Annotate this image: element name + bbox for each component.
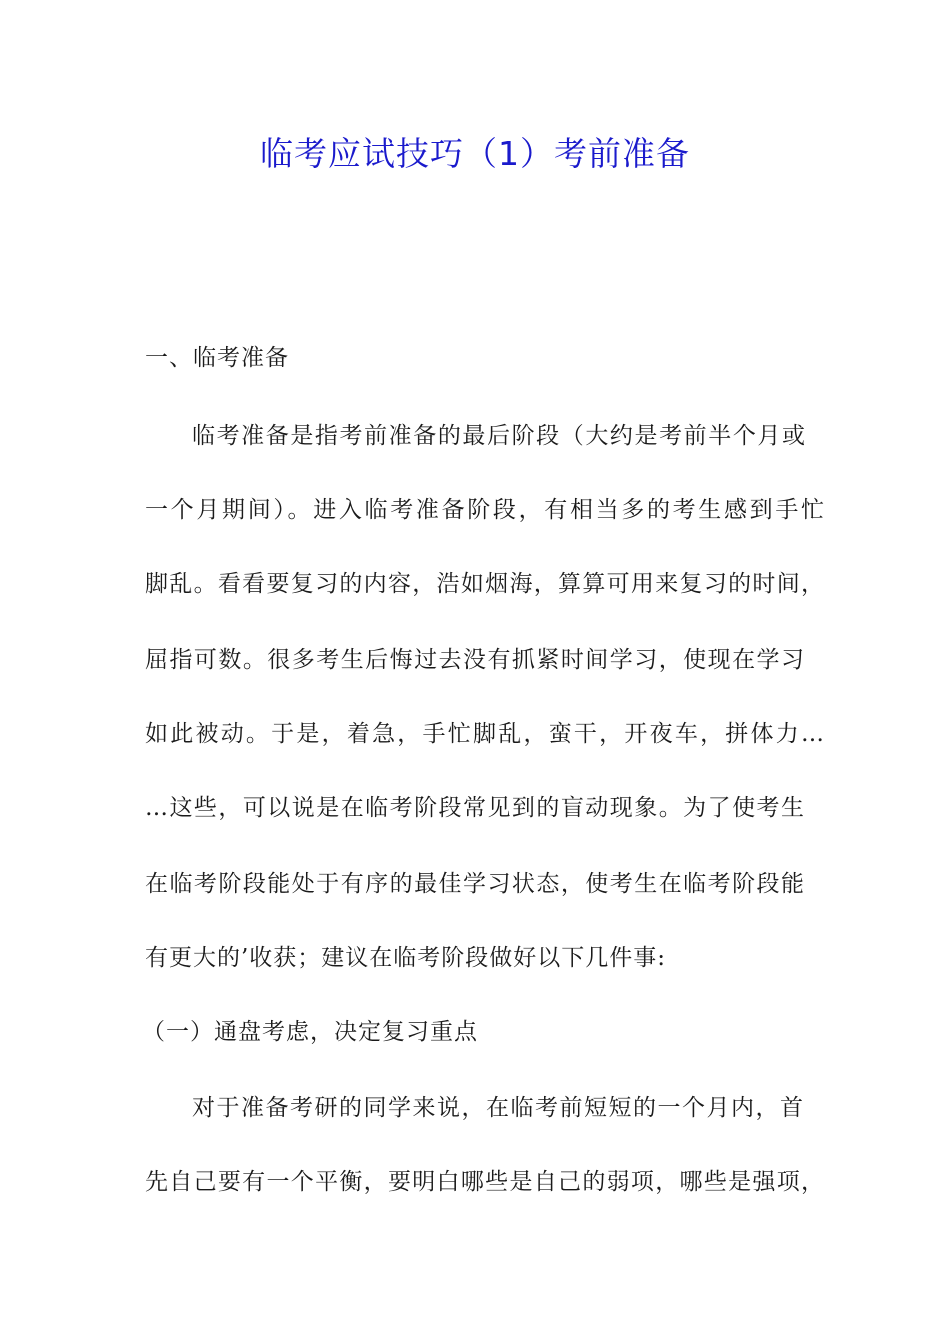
paragraph-line: …这些，可以说是在临考阶段常见到的盲动现象。为了使考生 [145, 795, 805, 821]
paragraph-line: 一个月期间）。进入临考准备阶段，有相当多的考生感到手忙 [145, 497, 825, 523]
section-heading: 一、临考准备 [145, 345, 289, 371]
paragraph-line: 脚乱。看看要复习的内容，浩如烟海，算算可用来复习的时间， [145, 571, 825, 597]
paragraph-line: 对于准备考研的同学来说，在临考前短短的一个月内，首 [192, 1095, 804, 1121]
subsection-heading: （一）通盘考虑，决定复习重点 [142, 1019, 478, 1045]
paragraph-line: 有更大的’收获；建议在临考阶段做好以下几件事: [145, 945, 667, 971]
paragraph-line: 在临考阶段能处于有序的最佳学习状态，使考生在临考阶段能 [145, 871, 805, 897]
paragraph-line: 先自己要有一个平衡，要明白哪些是自己的弱项，哪些是强项， [145, 1169, 825, 1195]
paragraph-line: 屈指可数。很多考生后悔过去没有抓紧时间学习，使现在学习 [145, 647, 805, 673]
paragraph-line: 临考准备是指考前准备的最后阶段（大约是考前半个月或 [192, 423, 806, 449]
document-title: 临考应试技巧（1）考前准备 [260, 134, 690, 173]
paragraph-line: 如此被动。于是，着急，手忙脚乱，蛮干，开夜车，拼体力… [145, 721, 825, 747]
